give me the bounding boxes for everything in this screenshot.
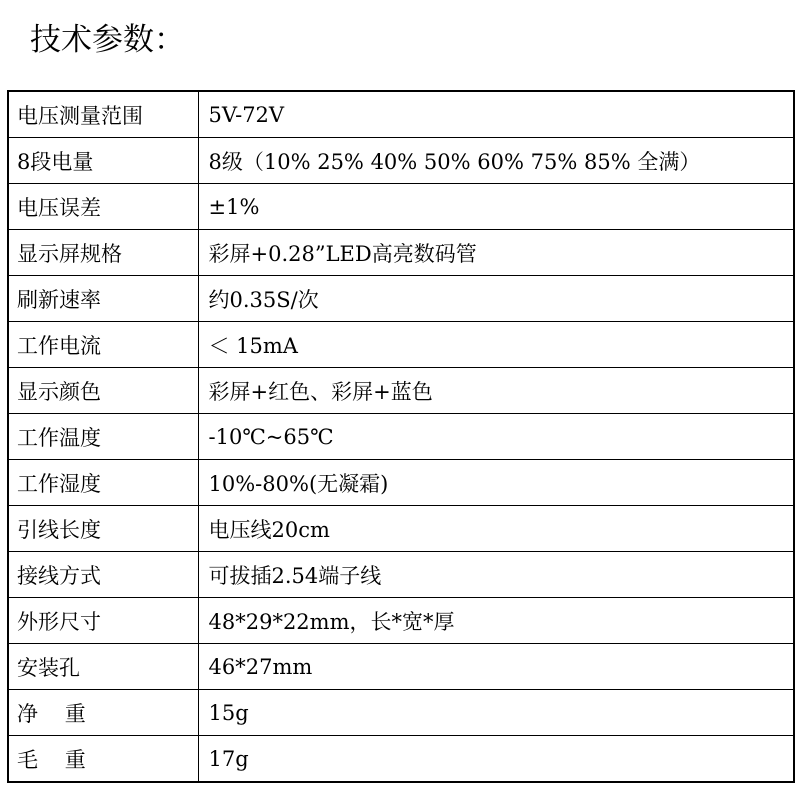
table-row [8, 506, 794, 552]
row-value: 彩屏+0.28”LED高亮数码管 [198, 230, 794, 276]
row-value: 48*29*22mm，长*宽*厚 [198, 598, 794, 644]
table-row [8, 460, 794, 506]
table-row [8, 736, 794, 783]
table-row [8, 552, 794, 598]
table-row [8, 644, 794, 690]
row-label: 引线长度 [8, 506, 198, 552]
table-row [8, 91, 794, 138]
row-value: 可拔插2.54端子线 [198, 552, 794, 598]
table-row [8, 598, 794, 644]
row-label: 电压误差 [8, 184, 198, 230]
row-value: ±1% [198, 184, 794, 230]
row-label: 显示颜色 [8, 368, 198, 414]
row-value: -10℃~65℃ [198, 414, 794, 460]
row-label: 外形尺寸 [8, 598, 198, 644]
row-value: 46*27mm [198, 644, 794, 690]
table-row [8, 322, 794, 368]
row-value: 约0.35S/次 [198, 276, 794, 322]
row-value: 17g [198, 736, 794, 783]
table-row [8, 368, 794, 414]
table-row [8, 276, 794, 322]
row-label: 安装孔 [8, 644, 198, 690]
row-value: 8级（10% 25% 40% 50% 60% 75% 85% 全满） [198, 138, 794, 184]
row-label: 净 重 [8, 690, 198, 736]
table-row [8, 138, 794, 184]
row-value: 15g [198, 690, 794, 736]
row-label: 工作温度 [8, 414, 198, 460]
row-label: 8段电量 [8, 138, 198, 184]
row-value: 5V-72V [198, 91, 794, 138]
table-row [8, 184, 794, 230]
row-label: 毛 重 [8, 736, 198, 783]
table-row [8, 230, 794, 276]
row-value: 10%-80%(无凝霜) [198, 460, 794, 506]
page-title: 技术参数： [30, 22, 185, 58]
spec-table-body [8, 91, 794, 782]
table-row [8, 690, 794, 736]
row-value: ＜ 15mA [198, 322, 794, 368]
row-label: 接线方式 [8, 552, 198, 598]
row-label: 工作湿度 [8, 460, 198, 506]
row-label: 工作电流 [8, 322, 198, 368]
row-label: 显示屏规格 [8, 230, 198, 276]
row-value: 电压线20cm [198, 506, 794, 552]
spec-table [7, 90, 795, 783]
row-value: 彩屏+红色、彩屏+蓝色 [198, 368, 794, 414]
table-row [8, 414, 794, 460]
row-label: 刷新速率 [8, 276, 198, 322]
row-label: 电压测量范围 [8, 91, 198, 138]
